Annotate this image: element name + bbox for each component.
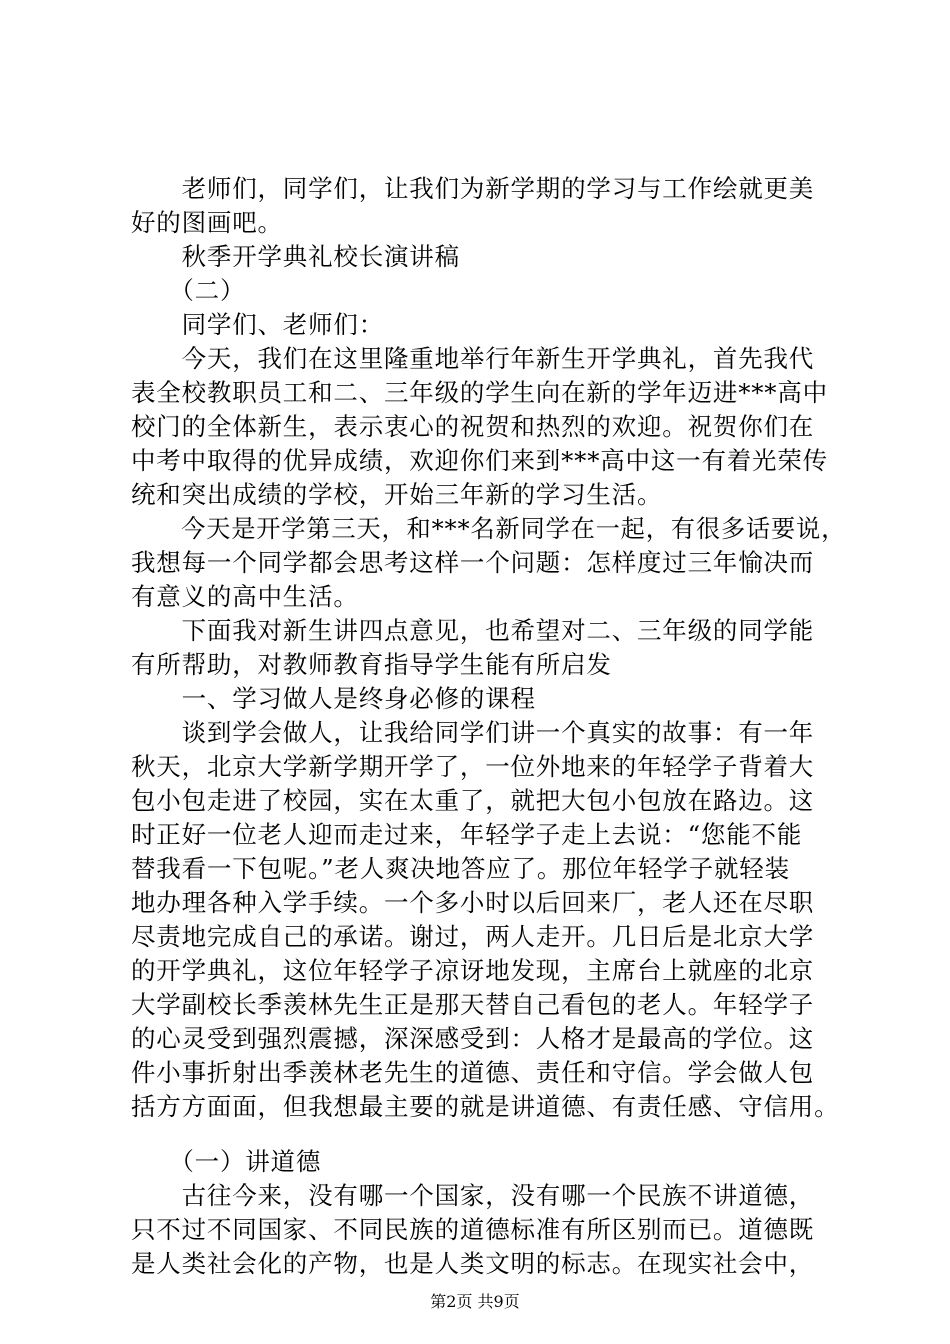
text-line: 是人类社会化的产物，也是人类文明的标志。在现实社会中， [131,1249,815,1278]
text-line: 好的图画吧。 [131,208,283,237]
text-line: 下面我对新生讲四点意见，也希望对二、三年级的同学能 [131,616,815,645]
text-line: 尽责地完成自己的承诺。谢过，两人走开。几日后是北京大学 [131,922,815,951]
text-line: 统和突出成绩的学校，开始三年新的学习生活。 [131,480,663,509]
text-line: 老师们，同学们，让我们为新学期的学习与工作绘就更美 [131,174,815,203]
text-line: 替我看一下包呢。”老人爽决地答应了。那位年轻学子就轻装 [131,854,790,883]
text-line: 大学副校长季羡林先生正是那天替自己看包的老人。年轻学子 [131,990,815,1019]
text-line: 的心灵受到强烈震撼，深深感受到：人格才是最高的学位。这 [131,1024,815,1053]
text-line: 地办理各种入学手续。一个多小时以后回来厂，老人还在尽职 [131,888,815,917]
text-line: 件小事折射出季羡林老先生的道德、责任和守信。学会做人包 [131,1058,815,1087]
text-line: 有所帮助，对教师教育指导学生能有所启发 [131,650,612,679]
text-line: 一、学习做人是终身必修的课程 [131,684,536,713]
text-line: 的开学典礼，这位年轻学子凉讶地发现，主席台上就座的北京 [131,956,815,985]
page-number-footer: 第2页 共9页 [430,1292,520,1311]
section-heading: （一）讲道德 [131,1147,322,1176]
text-line: 同学们、老师们： [131,310,384,339]
text-line: （二） [131,276,246,305]
text-line: 括方方面面，但我想最主要的就是讲道德、有责任感、守信用。 [131,1092,840,1121]
text-line: 有意义的高中生活。 [131,582,359,611]
text-line: 时正好一位老人迎而走过来，年轻学子走上去说：“您能不能 [131,820,803,849]
text-line: 谈到学会做人，让我给同学们讲一个真实的故事：有一年 [131,718,815,747]
text-line: 古往今来，没有哪一个国家，没有哪一个民族不讲道德， [131,1181,815,1210]
text-line: 秋天，北京大学新学期开学了，一位外地来的年轻学子背着大 [131,752,815,781]
text-line: 中考中取得的优异成绩，欢迎你们来到***高中这一有着光荣传 [131,446,828,475]
text-line: 我想每一个同学都会思考这样一个问题：怎样度过三年愉决而 [131,548,815,577]
text-line: 今天是开学第三天，和***名新同学在一起，有很多话要说， [131,514,847,543]
text-line: 校门的全体新生，表示衷心的祝贺和热烈的欢迎。祝贺你们在 [131,412,815,441]
text-line: 今天，我们在这里隆重地举行年新生开学典礼，首先我代 [131,344,815,373]
text-line: 只不过不同国家、不同民族的道德标准有所区别而已。道德既 [131,1215,815,1244]
text-line: 包小包走进了校园，实在太重了，就把大包小包放在路边。这 [131,786,815,815]
text-line: 表全校教职员工和二、三年级的学生向在新的学年迈进***高中 [131,378,828,407]
text-line: 秋季开学典礼校长演讲稿 [131,242,460,271]
